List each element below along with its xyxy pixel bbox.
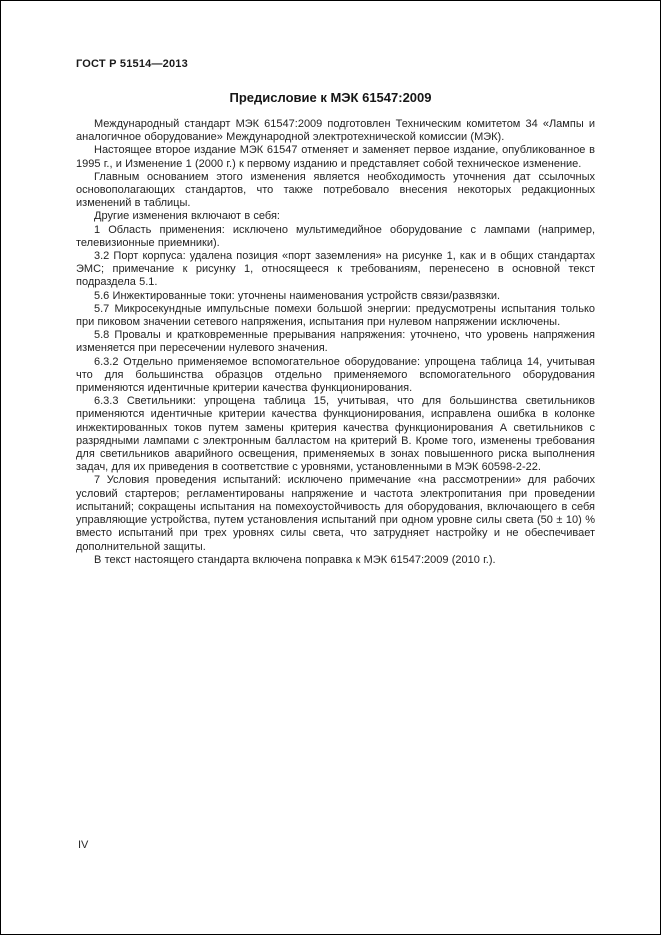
page-number: IV <box>78 839 89 851</box>
paragraph: 5.7 Микросекундные импульсные помехи большой энергии: предусмотрены испытания только при пиковом значении сетевого напряжения, испытания при нулевом напряжении исключены. <box>76 302 595 329</box>
paragraph: 3.2 Порт корпуса: удалена позиция «порт заземления» на рисунке 1, как и в общих стандартах ЭМС; примечание к рисунку 1, относящееся к требованиям, перенесено в основной текст подраздела 5.1. <box>76 250 595 289</box>
paragraph: 5.8 Провалы и кратковременные прерывания напряжения: уточнено, что уровень напряжения изменяется при пересечении нулевого значения. <box>76 329 595 355</box>
paragraph: Главным основанием этого изменения является необходимость уточнения дат ссылочных основополагающих стандартов, что также потребовало внесения некоторых редакционных изменений в таблицы. <box>76 170 595 210</box>
paragraph: 6.3.3 Светильники: упрощена таблица 15, учитывая, что для большинства светильников применяются идентичные критерии качества функционирования, исправлена ошибка в колонке инжектированных токов путем замены критерия качества функционирования А светильников с разрядными лампами с электронным балластом на критерий В. Кроме того, изменены требования для светильников аварийного освещения, применяемых в зонах повышенного риска выполнения задач, для их приведения в соответствие с уровнями, установленными в МЭК 60598-2-22. <box>76 395 595 474</box>
standard-designation: ГОСТ Р 51514—2013 <box>76 58 188 70</box>
paragraph: Настоящее второе издание МЭК 61547 отменяет и заменяет первое издание, опубликованное в 1995 г., и Изменение 1 (2000 г.) к первому изданию и представляет собой техническое изменение. <box>76 144 595 170</box>
page-title: Предисловие к МЭК 61547:2009 <box>229 90 432 105</box>
paragraph: Международный стандарт МЭК 61547:2009 подготовлен Техническим комитетом 34 «Лампы и аналогичное оборудование» Международной электротехнической комиссии (МЭК). <box>76 118 595 144</box>
paragraph: В текст настоящего стандарта включена поправка к МЭК 61547:2009 (2010 г.). <box>94 553 496 566</box>
document-text <box>76 118 595 567</box>
paragraph: 7 Условия проведения испытаний: исключено примечание «на рассмотрении» для рабочих условий стартеров; регламентированы напряжение и частота электропитания при проведении испытаний; сокращены испытания на помехоустойчивость для оборудования, включающего в себя управляющие устройства, путем установления испытаний при одном уровне силы света (50 ± 10) % вместо испытаний при трех уровнях силы света, что затрудняет настройку и не обеспечивает дополнительной защиты. <box>76 474 595 553</box>
paragraph: 1 Область применения: исключено мультимедийное оборудование с лампами (например, телевизионные приемники). <box>76 223 595 249</box>
paragraph: 5.6 Инжектированные токи: уточнены наименования устройств связи/развязки. <box>94 289 501 302</box>
paragraph: 6.3.2 Отдельно применяемое вспомогательное оборудование: упрощена таблица 14, учитывая что для большинства образцов отдельно применяемого вспомогательного оборудования применяются идентичные критерии качества функционирования. <box>76 355 595 395</box>
paragraph: Другие изменения включают в себя: <box>94 210 280 223</box>
